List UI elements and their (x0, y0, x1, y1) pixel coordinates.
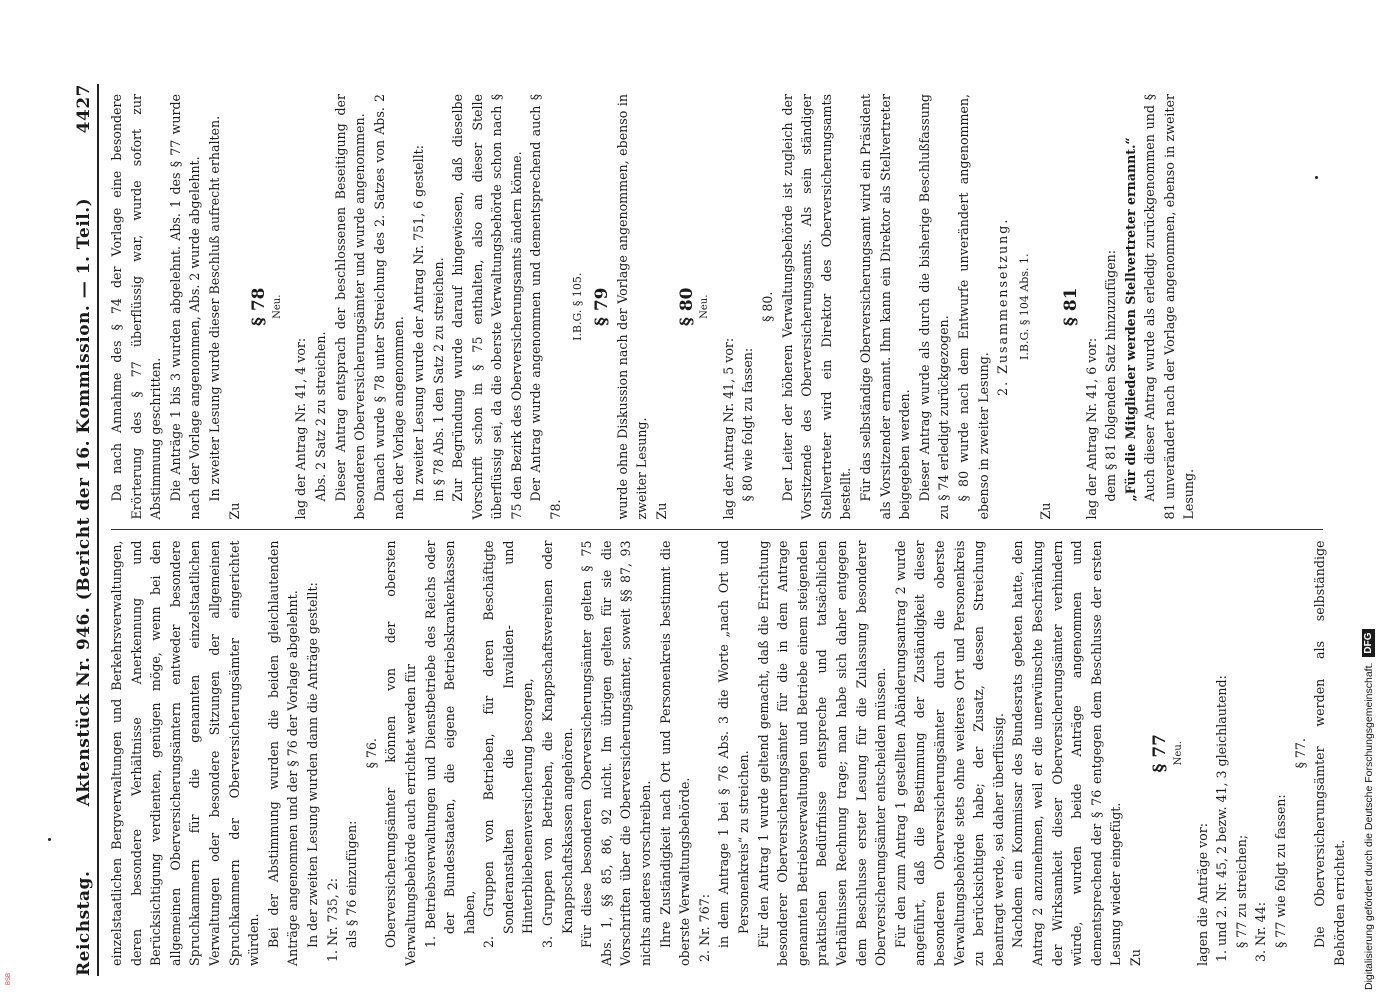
list-subitem: § 80 wie folgt zu fassen: (740, 347, 756, 502)
reference: I.B.G. § 105. (570, 272, 584, 341)
zu-label: Zu (1038, 502, 1054, 520)
paragraph: lag der Antrag Nr. 41, 5 vor: (720, 337, 736, 520)
list-subitem: dem § 81 folgenden Satz hinzuzufügen: (1103, 249, 1119, 502)
paragraph: Für den zum Antrag 1 gestellten Abänderungsantrag 2 wurde angeführt, daß die Bestimmung der Zuständigkeit dieser besonderen Oberversicherungsämter durch die oberste Verwaltungsbehörde stets ohne weiteres Ort und Personenkreis zu berücksichtigen habe; der Zusatz, dessen Streichung beantragt werde, sei daher überflüssig. (892, 540, 1006, 966)
list-subitem: 1. Betriebsverwaltungen und Dienstbetriebe des Reichs oder der Bundesstaaten, die eigene Betriebskrankenkassen haben, (422, 540, 477, 948)
section-number: § 76. (363, 738, 379, 769)
paragraph: Dieser Antrag entsprach der beschlossenen Beseitigung der besonderen Oberversicherungsämter und wurde angenommen. (332, 94, 368, 520)
paragraph: Auch dieser Antrag wurde als erledigt zurückgenommen und § 81 unverändert nach der Vorlage angenommen, ebenso in zweiter Lesung. (1142, 94, 1197, 520)
list-item: 3. Nr. 44: (1253, 902, 1269, 962)
paragraph: Oberversicherungsämter können von der obersten Verwaltungsbehörde auch errichtet werden für (383, 540, 418, 966)
section-note: Neu. (699, 294, 711, 319)
paragraph: Der Antrag wurde angenommen und dementsprechend auch § 78. (528, 94, 564, 520)
paragraph: lag der Antrag Nr. 41, 6 vor: (1083, 337, 1099, 520)
section-heading: § 77 (1150, 734, 1171, 773)
column-divider (111, 530, 1323, 531)
paragraph: lag der Antrag Nr. 41, 4 vor: (293, 337, 309, 520)
paragraph: lagen die Anträge vor: (1194, 823, 1210, 966)
header-title: Aktenstück Nr. 946. (Bericht der 16. Kommission. — 1. Teil.) (74, 197, 94, 807)
paragraph: Für den Antrag 1 wurde geltend gemacht, daß die Errichtung besonderer Oberversicherungsämter für die in dem Antrage genannten Betriebsverwaltungen und Betriebe einem steigenden praktischen Bedürfnisse entspreche und tatsächlichen Verhältnissen Rechnung trage; man habe sich daher entgegen dem Beschlusse erster Lesung für die Zulassung besonderer Oberversicherungsämter entscheiden müssen. (755, 540, 889, 966)
paragraph: § 80 wurde nach dem Entwurfe unverändert angenommen, ebenso in zweiter Lesung. (955, 94, 991, 520)
paragraph: Die Anträge 1 bis 3 wurden abgelehnt. Abs. 1 des § 77 wurde nach der Vorlage angenommen, Abs. 2 wurde abgelehnt. (167, 94, 203, 520)
left-column (107, 531, 1347, 977)
section-number: § 77. (1292, 738, 1308, 769)
zu-label: Zu (226, 502, 242, 520)
paragraph: Die Oberversicherungsämter werden als selbständige Behörden errichtet. (1312, 540, 1347, 966)
paragraph: Ihre Zuständigkeit nach Ort und Personenkreis bestimmt die oberste Verwaltungsbehörde. (657, 540, 693, 966)
document-page (60, 80, 1347, 980)
paragraph: Bei der Abstimmung wurden die beiden gleichlautenden Anträge angenommen und der § 76 der Vorlage abgelehnt. (265, 540, 301, 966)
list-subitem: 3. Gruppen von Betrieben, die Knappschaftsvereinen oder Knappschaftskassen angehören. (540, 540, 575, 948)
list-subitem: als § 76 einzufügen: (344, 820, 360, 948)
section-heading: § 78 (249, 287, 270, 326)
paragraph: In der zweiten Lesung wurden dann die Anträge gestellt: (304, 582, 320, 948)
page-number: 4427 (74, 84, 94, 134)
reference: I.B.G. § 104 Abs. 1. (1017, 253, 1031, 360)
list-subitem: in dem Antrage 1 bei § 76 Abs. 3 die Worte „nach Ort und Personenkreis“ zu streichen. (716, 540, 751, 948)
paragraph: Da nach Annahme des § 74 der Vorlage eine besondere Erörterung des § 77 überflüssig war, wurde sofort zur Abstimmung geschritten. (109, 94, 164, 520)
list-subitem: in § 78 Abs. 1 den Satz 2 zu streichen. (430, 257, 446, 502)
paragraph: Nachdem ein Kommissar des Bundesrats gebeten hatte, den Antrag 2 anzunehmen, weil er die unerwünschte Beschränkung der Wirksamkeit dieser Oberversicherungsämter verhindern würde, wurden beide Anträge angenommen und dementsprechend der § 76 entgegen dem Beschlusse der ersten Lesung wieder eingefügt. (1010, 540, 1124, 966)
text-columns (107, 84, 1347, 976)
list-item: 2. Nr. 767: (696, 894, 712, 962)
paragraph: Für das selbständige Oberversicherungsamt wird ein Präsident als Vorsitzender ernannt. Ihm kann ein Direktor als Stellvertreter beigegeben werden. (857, 94, 913, 520)
list-item: 1. Nr. 735, 2: (324, 878, 340, 962)
list-subitem: § 77 wie folgt zu fassen: (1273, 794, 1289, 948)
zu-label: Zu (654, 502, 670, 520)
section-heading: § 81 (1060, 287, 1081, 326)
digitization-text: Digitalisierung gefördert durch die Deutsche Forschungsgemeinschaft. (1362, 662, 1375, 990)
paragraph: einzelstaatlichen Bergverwaltungen und Berkehrsverwaltungen, deren besondere Verhältnisse Anerkennung und Berücksichtigung verdienten, genügen möge, wenn bei den allgemeinen Oberversicherungsämtern entweder besondere Spruchkammern für die genannten einzelstaatlichen Verwaltungen oder besondere Sitzungen der allgemeinen Spruchkammern der Oberversicherungsämter eingerichtet würden. (109, 540, 262, 966)
paragraph: Für diese besonderen Oberversicherungsämter gelten § 75 Abs. 1, §§ 85, 86, 92 nicht. Im übrigen gelten für sie die Vorschriften über die Oberversicherungsämter, soweit §§ 87, 93 nichts anderes vorschreiben. (579, 540, 654, 966)
paragraph: Dieser Antrag wurde als durch die bisherige Beschlußfassung zu § 74 erledigt zurückgezogen. (916, 94, 952, 520)
paragraph: wurde ohne Diskussion nach der Vorlage angenommen, ebenso in zweiter Lesung. (614, 94, 650, 520)
list-item: 1. und 2. Nr. 45, 2 bezw. 41, 3 gleichlautend: (1214, 675, 1230, 962)
zu-label: Zu (1127, 949, 1143, 966)
scan-speck (48, 838, 51, 841)
list-subitem: Abs. 2 Satz 2 zu streichen. (312, 331, 328, 502)
paragraph: Danach wurde § 78 unter Streichung des 2. Satzes von Abs. 2 nach der Vorlage angenommen. (371, 94, 407, 520)
paragraph: Zur Begründung wurde darauf hingewiesen, daß dieselbe Vorschrift schon in § 75 enthalten, also an dieser Stelle überflüssig sei, da die oberste Verwaltungsbehörde schon nach § 75 den Bezirk des Oberversicherungsamts ändern könne. (450, 94, 524, 520)
scan-speck (1315, 176, 1318, 179)
section-note: Neu. (271, 294, 283, 319)
header-left: Reichstag. (74, 870, 94, 976)
bsb-mark: BSB (6, 972, 12, 985)
quoted-text: „Für die Mitglieder werden Stellvertreter ernannt.“ (1122, 137, 1138, 502)
right-column (107, 84, 1327, 530)
paragraph: In zweiter Lesung wurde der Antrag Nr. 751, 6 gestellt: (410, 145, 426, 502)
dfg-logo-icon: DFG (1362, 629, 1375, 656)
paragraph: In zweiter Lesung wurde dieser Beschluß aufrecht erhalten. (206, 115, 222, 502)
section-heading: § 80 (676, 287, 697, 326)
subsection-heading: 2. Zusammensetzung. (995, 217, 1011, 396)
paragraph: Der Leiter der höheren Verwaltungsbehörde ist zugleich der Vorsitzende des Oberversicherungsamts. Als sein ständiger Stellvertreter wird ein Direktor des Oberversicherungsamts bestellt. (779, 94, 854, 520)
section-note: Neu. (1173, 741, 1185, 766)
list-subitem: § 77 zu streichen; (1233, 834, 1249, 948)
section-number: § 80. (760, 291, 775, 322)
section-heading: § 79 (592, 287, 613, 326)
page-header (60, 84, 99, 976)
digitization-note (1362, 629, 1375, 990)
list-subitem: 2. Gruppen von Betrieben, für deren Beschäftigte Sonderanstalten die Invaliden- und Hinterbliebenenversicherung besorgen, (481, 540, 536, 948)
